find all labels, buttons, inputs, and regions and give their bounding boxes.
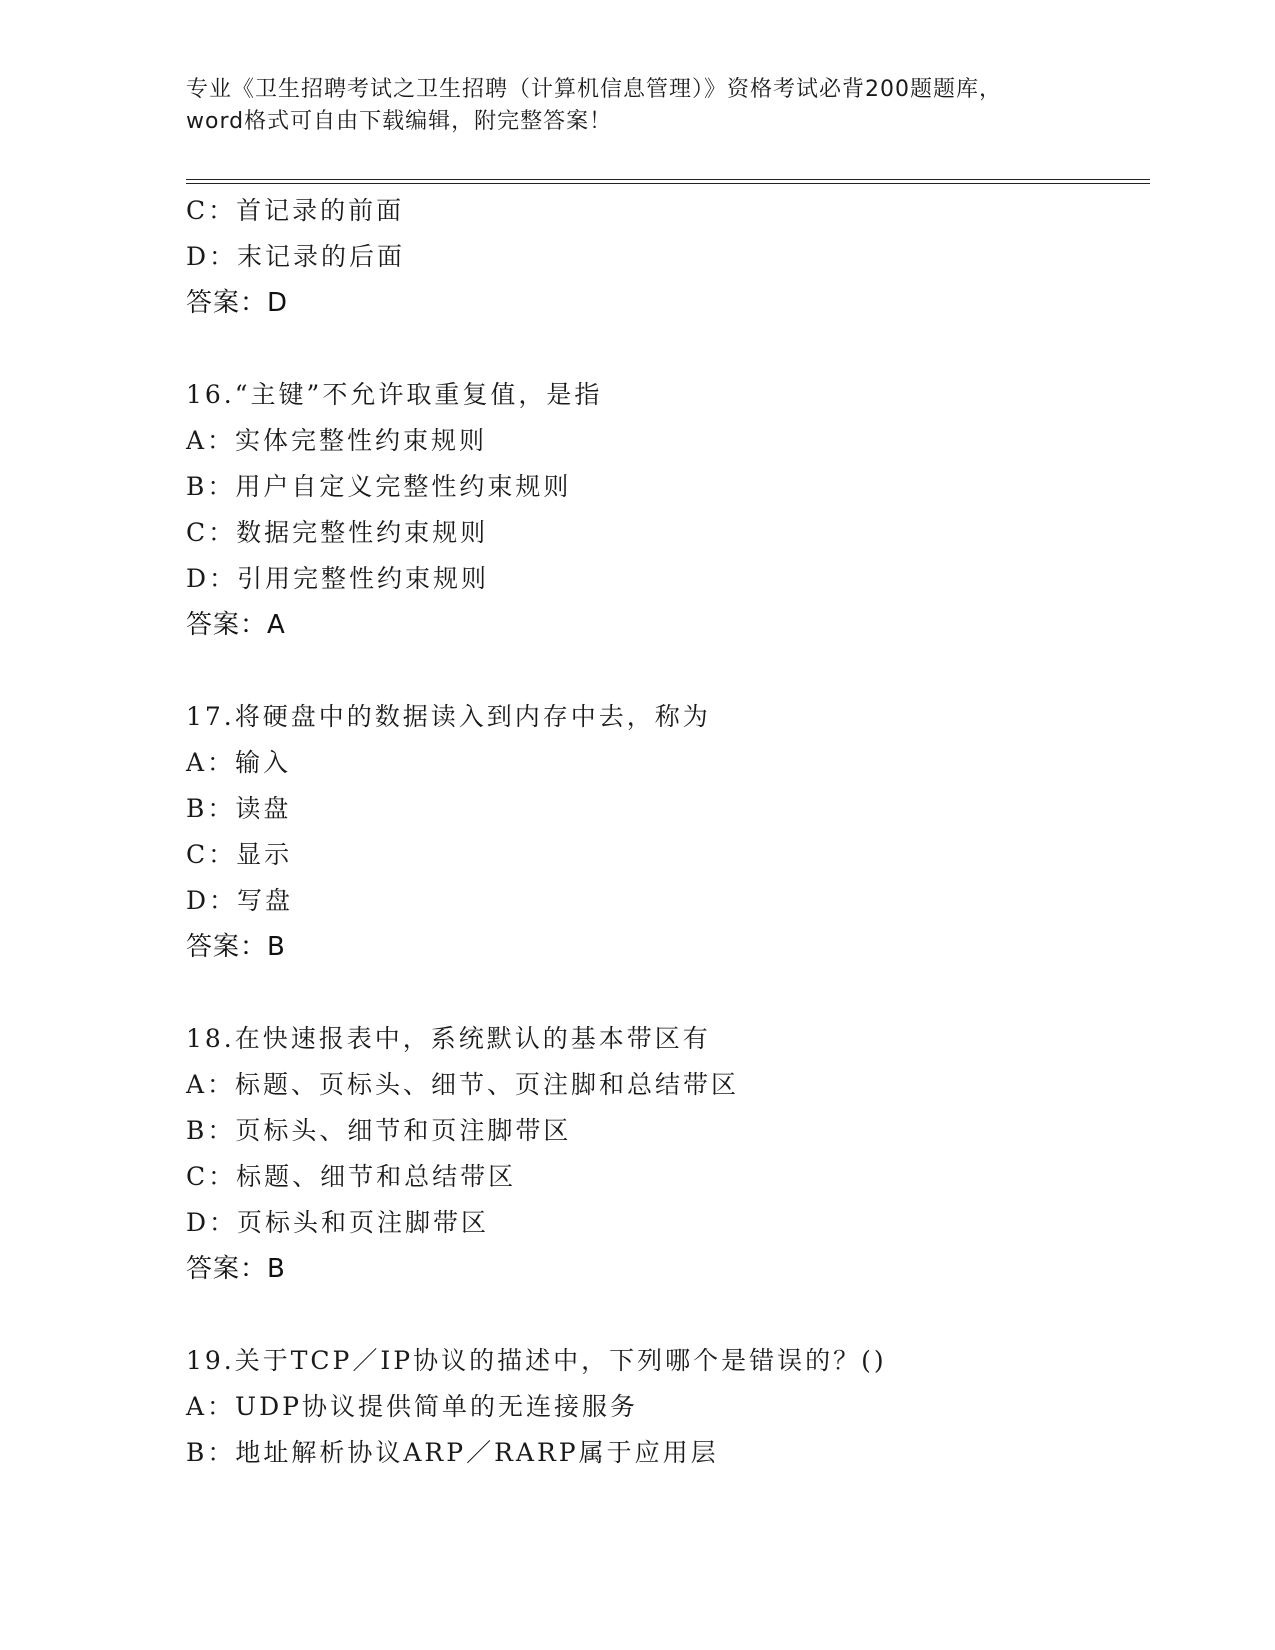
answer-line: 答案：B: [186, 932, 286, 962]
option-b: B：用户自定义完整性约束规则: [186, 472, 572, 501]
answer-line: 答案：B: [186, 1254, 286, 1284]
option-a: A：输入: [186, 748, 292, 777]
option-b: B：读盘: [186, 794, 292, 823]
option-c: C：标题、细节和总结带区: [186, 1162, 517, 1191]
option-c: C：首记录的前面: [186, 196, 405, 225]
header-divider-bottom: [186, 183, 1150, 184]
option-d: D：末记录的后面: [186, 242, 406, 271]
question-block: [186, 372, 1150, 648]
question-block: [186, 1016, 1150, 1292]
option-a: A：UDP协议提供简单的无连接服务: [186, 1392, 638, 1421]
question-stem: 18.在快速报表中，系统默认的基本带区有: [186, 1024, 711, 1053]
question-stem: 16.“主键”不允许取重复值，是指: [186, 380, 603, 409]
question-stem: 17.将硬盘中的数据读入到内存中去，称为: [186, 702, 711, 731]
spacer: [186, 648, 1150, 694]
question-block: [186, 1338, 1150, 1476]
option-a: A：实体完整性约束规则: [186, 426, 488, 455]
answer-line: 答案：A: [186, 610, 286, 640]
option-d: D：写盘: [186, 886, 294, 915]
header-title-line-2: word格式可自由下载编辑，附完整答案！: [186, 109, 613, 134]
document-header: [186, 74, 1086, 138]
option-c: C：数据完整性约束规则: [186, 518, 489, 547]
option-d: D：引用完整性约束规则: [186, 564, 490, 593]
header-title-line-1: 专业《卫生招聘考试之卫生招聘（计算机信息管理）》资格考试必背200题题库，: [186, 77, 1002, 102]
option-b: B：地址解析协议ARP／RARP属于应用层: [186, 1438, 719, 1467]
spacer: [186, 970, 1150, 1016]
question-block-continued: [186, 188, 1150, 326]
option-c: C：显示: [186, 840, 293, 869]
option-a: A：标题、页标头、细节、页注脚和总结带区: [186, 1070, 740, 1099]
question-stem: 19.关于TCP／IP协议的描述中，下列哪个是错误的？(): [186, 1346, 887, 1375]
spacer: [186, 1292, 1150, 1338]
question-block: [186, 694, 1150, 970]
header-divider-top: [186, 179, 1150, 180]
answer-line: 答案：D: [186, 288, 289, 318]
option-d: D：页标头和页注脚带区: [186, 1208, 490, 1237]
option-b: B：页标头、细节和页注脚带区: [186, 1116, 572, 1145]
question-list: [186, 188, 1150, 1476]
spacer: [186, 326, 1150, 372]
